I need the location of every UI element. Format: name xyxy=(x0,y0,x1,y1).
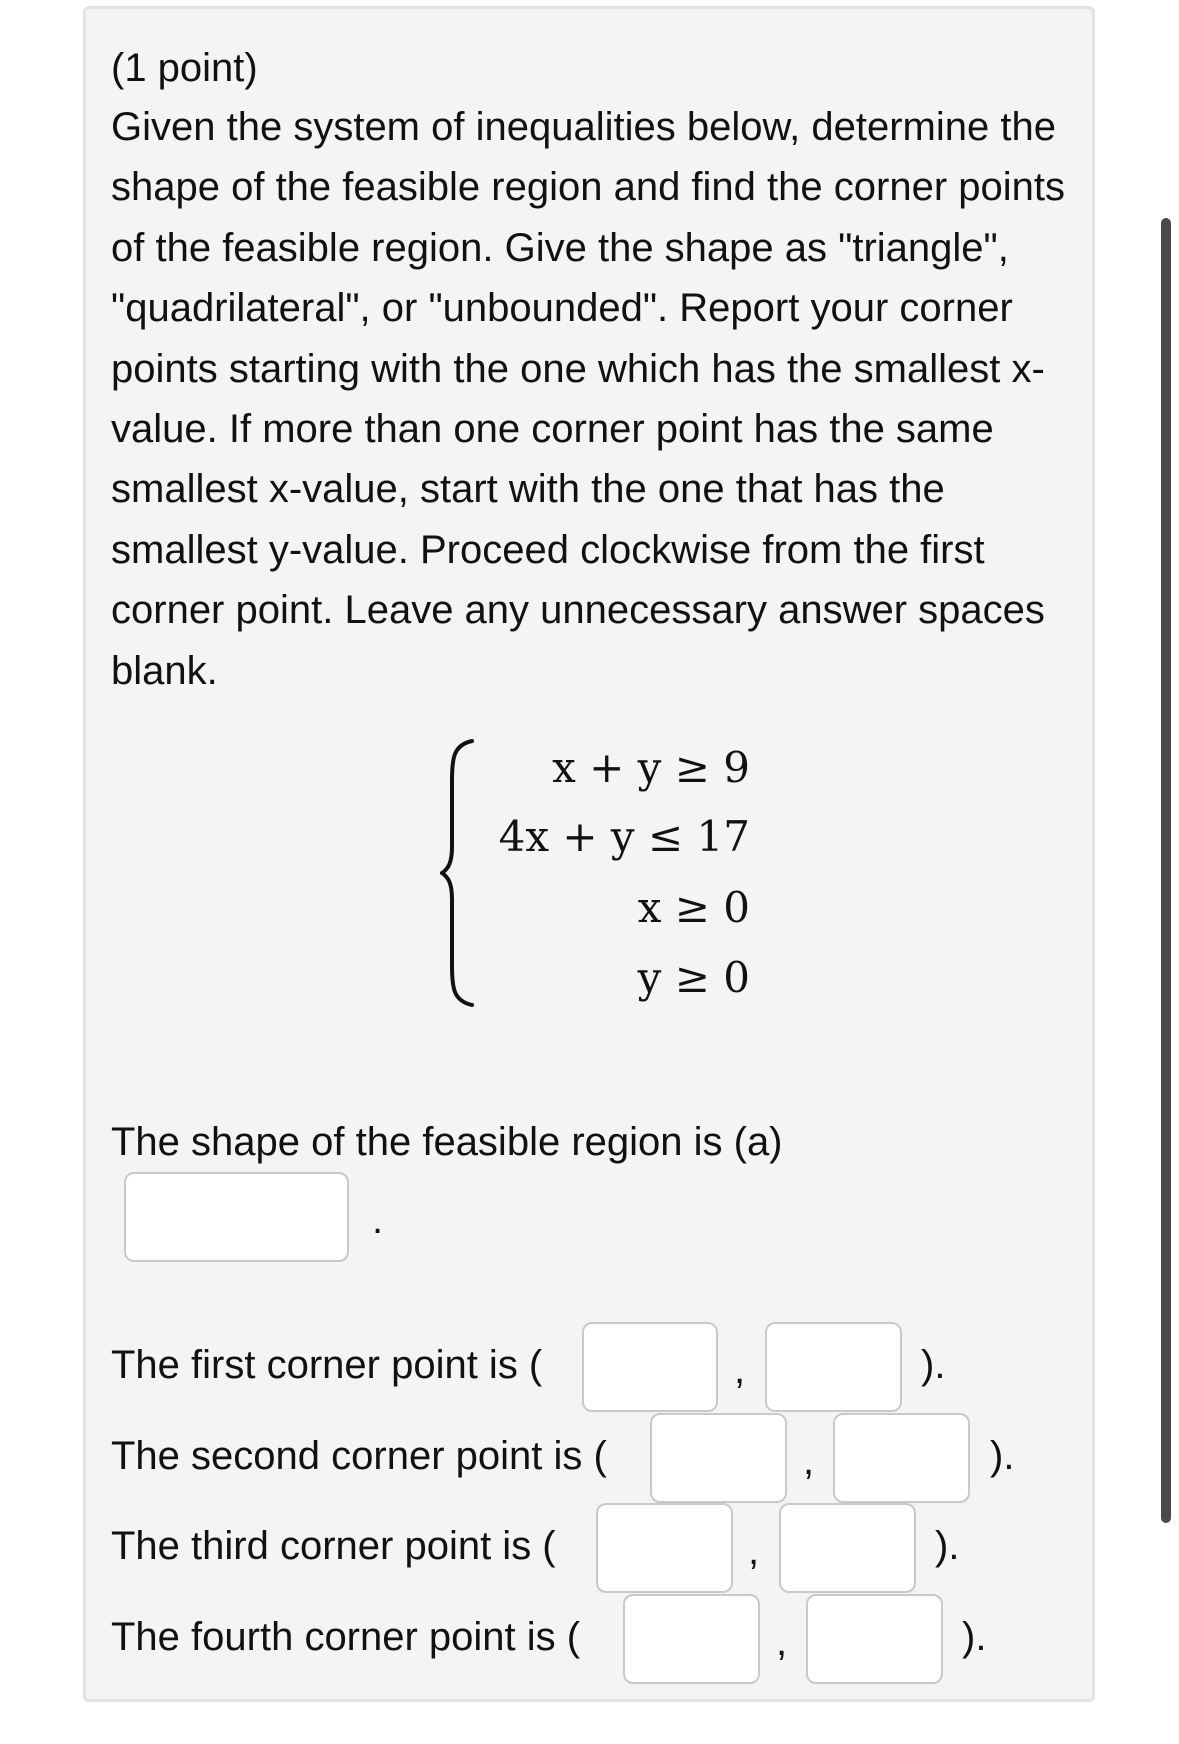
corner-3-label: The third corner point is ( xyxy=(111,1524,556,1568)
corner-1-close: ). xyxy=(921,1343,946,1387)
corner-3-y-input[interactable] xyxy=(779,1503,916,1593)
inequality-1: x + y ≥ 9 xyxy=(552,743,750,792)
corner-3-x-input[interactable] xyxy=(596,1503,733,1593)
corner-2-comma: , xyxy=(803,1439,815,1483)
corner-1-y-input[interactable] xyxy=(765,1322,902,1412)
point-value: (1 point) xyxy=(111,46,258,90)
scrollbar[interactable] xyxy=(1161,218,1171,1523)
corner-1-label: The first corner point is ( xyxy=(111,1343,543,1387)
corner-2-x-input[interactable] xyxy=(650,1413,787,1503)
corner-2-close: ). xyxy=(990,1434,1015,1478)
shape-input[interactable] xyxy=(124,1172,349,1262)
question-text: Given the system of inequalities below, determine the shape of the feasible region and find the corner points of the feasible region. Give the shape as "triangle", "quadrilateral", or "unbounded". Report your corner points starting with the one which has the smallest x-value. If more than one corner point has the same smallest x-value, start with the one that has the smallest y-value. Proceed clockwise from the first corner point. Leave any unnecessary answer spaces blank. xyxy=(111,105,1065,693)
corner-2-y-input[interactable] xyxy=(833,1413,970,1503)
inequality-system xyxy=(440,735,750,1010)
corner-4-x-input[interactable] xyxy=(623,1594,760,1684)
inequality-4: y ≥ 0 xyxy=(637,953,750,1002)
inequality-2: 4x + y ≤ 17 xyxy=(498,812,750,861)
corner-3-comma: , xyxy=(748,1529,760,1573)
shape-label: The shape of the feasible region is (a) xyxy=(111,1120,783,1164)
corner-4-comma: , xyxy=(776,1620,788,1664)
corner-3-close: ). xyxy=(935,1524,960,1568)
corner-4-close: ). xyxy=(962,1615,987,1659)
inequality-3: x ≥ 0 xyxy=(637,883,750,932)
corner-4-label: The fourth corner point is ( xyxy=(111,1615,581,1659)
corner-1-x-input[interactable] xyxy=(582,1322,718,1412)
shape-period: . xyxy=(372,1198,384,1242)
corner-2-label: The second corner point is ( xyxy=(111,1434,607,1478)
corner-4-y-input[interactable] xyxy=(806,1594,943,1684)
corner-1-comma: , xyxy=(734,1348,746,1392)
